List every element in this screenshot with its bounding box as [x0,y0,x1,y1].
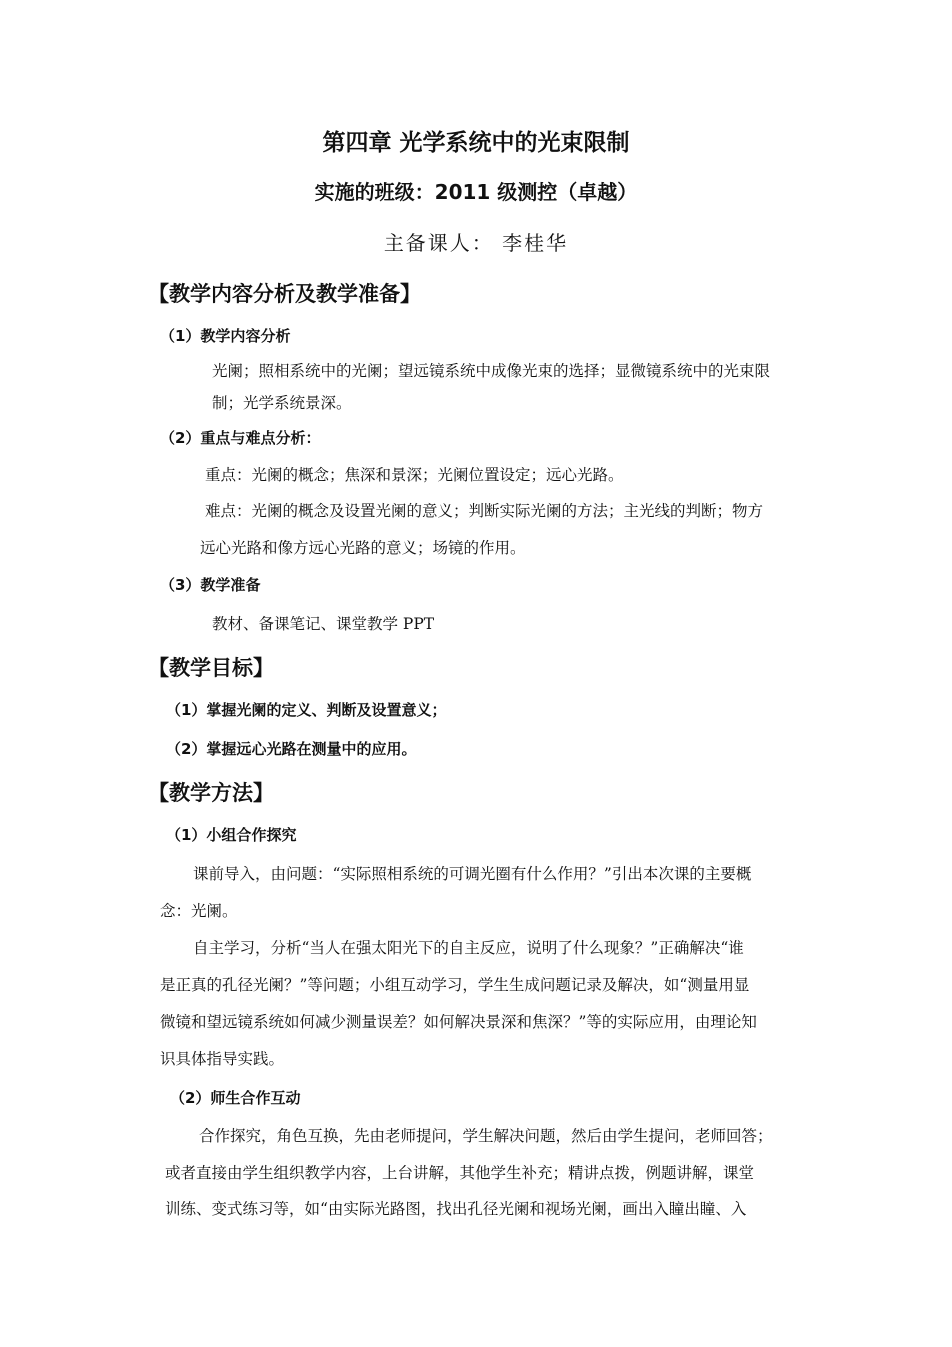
paragraph-line: 重点：光阑的概念；焦深和景深；光阑位置设定；远心光路。 [205,466,624,484]
subheading-preparation: （3）教学准备 [160,576,261,594]
paragraph-line: 微镜和望远镜系统如何减少测量误差？如何解决景深和焦深？”等的实际应用，由理论知 [160,1013,757,1031]
subheading-group-work: （1）小组合作探究 [166,826,297,844]
goal-item: （2）掌握远心光路在测量中的应用。 [166,740,417,758]
section-heading-goals: 【教学目标】 [148,656,274,680]
paragraph-line: 训练、变式练习等，如“由实际光路图，找出孔径光阑和视场光阑，画出入瞳出瞳、入 [165,1200,747,1218]
class-line: 实施的班级：2011 级测控（卓越） [314,180,638,204]
goal-item: （1）掌握光阑的定义、判断及设置意义； [166,701,447,719]
preparer-line: 主备课人： 李桂华 [383,231,569,255]
subheading-teacher-student: （2）师生合作互动 [170,1089,301,1107]
paragraph-line: 课前导入，由问题：“实际照相系统的可调光圈有什么作用？”引出本次课的主要概 [193,865,752,883]
section-heading-content: 【教学内容分析及教学准备】 [148,282,421,306]
paragraph-line: 教材、备课笔记、课堂教学 PPT [212,615,435,633]
paragraph-line: 自主学习，分析“当人在强太阳光下的自主反应，说明了什么现象？”正确解决“谁 [193,939,744,957]
paragraph-line: 是正真的孔径光阑？”等问题；小组互动学习，学生生成问题记录及解决，如“测量用显 [160,976,750,994]
subheading-key-points: （2）重点与难点分析： [160,429,321,447]
paragraph-line: 念：光阑。 [160,902,238,920]
paragraph-line: 或者直接由学生组织教学内容，上台讲解，其他学生补充；精讲点拨，例题讲解，课堂 [165,1164,755,1182]
subheading-content-analysis: （1）教学内容分析 [160,327,291,345]
paragraph-line: 识具体指导实践。 [160,1050,285,1068]
section-heading-methods: 【教学方法】 [148,781,274,805]
paragraph-line: 远心光路和像方远心光路的意义；场镜的作用。 [200,539,526,557]
page-title: 第四章 光学系统中的光束限制 [322,130,630,156]
paragraph-line: 光阑；照相系统中的光阑；望远镜系统中成像光束的选择；显微镜系统中的光束限 [212,362,771,380]
paragraph-line: 难点：光阑的概念及设置光阑的意义；判断实际光阑的方法；主光线的判断；物方 [205,502,764,520]
paragraph-line: 合作探究，角色互换，先由老师提问，学生解决问题，然后由学生提问，老师回答； [199,1127,773,1145]
paragraph-line: 制；光学系统景深。 [212,394,352,412]
